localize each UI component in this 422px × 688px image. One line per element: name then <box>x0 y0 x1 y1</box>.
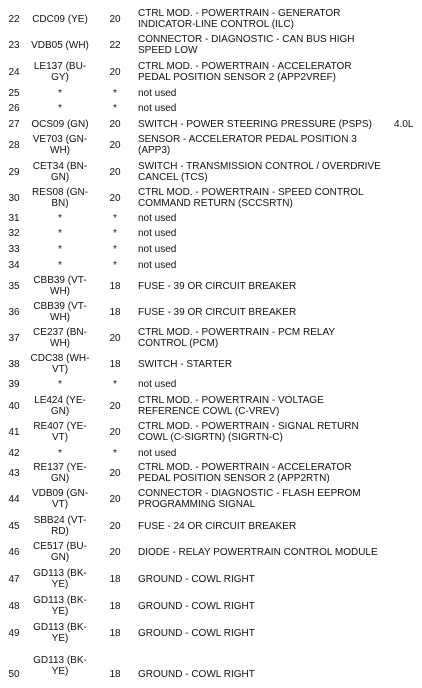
circuit-id: VE703 (GN- WH) <box>32 134 88 156</box>
wire-gauge: 20 <box>109 139 121 151</box>
pin-number: 30 <box>8 192 20 204</box>
pin-number: 27 <box>8 118 20 130</box>
circuit-id: GD113 (BK- YE) <box>33 595 87 617</box>
circuit-function: CTRL MOD. - POWERTRAIN - ACCELERATOR PEDAL POSITION SENSOR 2 (APP2RTN) <box>138 462 352 484</box>
wire-gauge: 18 <box>109 306 121 318</box>
pin-number: 26 <box>8 102 20 114</box>
pin-number: 47 <box>8 573 20 585</box>
circuit-function: not used <box>138 227 177 239</box>
wire-gauge: 20 <box>109 118 121 130</box>
circuit-function: DIODE - RELAY POWERTRAIN CONTROL MODULE <box>138 546 378 558</box>
circuit-id: LE137 (BU- GY) <box>33 61 87 83</box>
pin-number: 38 <box>8 358 20 370</box>
circuit-function: not used <box>138 87 177 99</box>
pin-number: 41 <box>8 426 20 438</box>
circuit-function: CTRL MOD. - POWERTRAIN - PCM RELAY CONTROL (PCM) <box>138 327 336 349</box>
pin-number: 35 <box>8 280 20 292</box>
wire-gauge: 20 <box>109 332 121 344</box>
circuit-function: GROUND - COWL RIGHT <box>138 668 255 680</box>
circuit-function: not used <box>138 447 177 459</box>
circuit-id: OCS09 (GN) <box>31 118 89 130</box>
wire-gauge: 18 <box>109 600 121 612</box>
wire-gauge: * <box>113 243 117 255</box>
application-note: 4.0L <box>394 118 414 130</box>
circuit-id: CBB39 (VT- WH) <box>33 301 87 323</box>
circuit-id: LE424 (YE- GN) <box>34 395 86 417</box>
circuit-function: not used <box>138 102 177 114</box>
wire-gauge: 18 <box>109 627 121 639</box>
circuit-id: * <box>58 378 62 390</box>
pin-number: 34 <box>8 259 20 271</box>
wire-gauge: 20 <box>109 192 121 204</box>
pin-number: 37 <box>8 332 20 344</box>
wire-gauge: 20 <box>109 66 121 78</box>
circuit-function: not used <box>138 259 177 271</box>
wire-gauge: 18 <box>109 358 121 370</box>
pin-number: 31 <box>8 212 20 224</box>
circuit-function: CONNECTOR - DIAGNOSTIC - CAN BUS HIGH SPEED LOW <box>138 34 355 56</box>
circuit-function: GROUND - COWL RIGHT <box>138 600 255 612</box>
circuit-function: CTRL MOD. - POWERTRAIN - GENERATOR INDICATOR-LINE CONTROL (ILC) <box>138 8 341 30</box>
circuit-function: not used <box>138 243 177 255</box>
circuit-function: FUSE - 24 OR CIRCUIT BREAKER <box>138 520 297 532</box>
circuit-function: FUSE - 39 OR CIRCUIT BREAKER <box>138 280 297 292</box>
circuit-id: * <box>58 259 62 271</box>
pin-number: 40 <box>8 400 20 412</box>
wire-gauge: * <box>113 227 117 239</box>
circuit-id: GD113 (BK- YE) <box>33 568 87 590</box>
circuit-function: GROUND - COWL RIGHT <box>138 627 255 639</box>
pin-number: 25 <box>8 87 20 99</box>
circuit-id: GD113 (BK- YE) <box>33 655 87 677</box>
wire-gauge: 20 <box>109 13 121 25</box>
pin-number: 48 <box>8 600 20 612</box>
circuit-id: VDB05 (WH) <box>31 39 89 51</box>
circuit-function: CTRL MOD. - POWERTRAIN - VOLTAGE REFERENCE COWL (C-VREV) <box>138 395 324 417</box>
circuit-id: * <box>58 102 62 114</box>
pin-number: 43 <box>8 467 20 479</box>
pin-number: 39 <box>8 378 20 390</box>
wire-gauge: 20 <box>109 493 121 505</box>
pin-number: 46 <box>8 546 20 558</box>
circuit-id: RES08 (GN- BN) <box>31 187 89 209</box>
wire-gauge: 20 <box>109 546 121 558</box>
pin-number: 33 <box>8 243 20 255</box>
circuit-id: CE517 (BU- GN) <box>33 541 87 563</box>
wire-gauge: 18 <box>109 668 121 680</box>
circuit-function: not used <box>138 378 177 390</box>
wire-gauge: * <box>113 259 117 271</box>
circuit-id: GD113 (BK- YE) <box>33 622 87 644</box>
wire-gauge: 22 <box>109 39 121 51</box>
pin-number: 49 <box>8 627 20 639</box>
circuit-id: VDB09 (GN- VT) <box>31 488 89 510</box>
circuit-id: CET34 (BN- GN) <box>32 161 88 183</box>
pin-number: 50 <box>8 668 20 680</box>
wire-gauge: * <box>113 447 117 459</box>
circuit-function: CTRL MOD. - POWERTRAIN - SPEED CONTROL COMMAND RETURN (SCCSRTN) <box>138 187 364 209</box>
pin-number: 23 <box>8 39 20 51</box>
pin-number: 22 <box>8 13 20 25</box>
circuit-id: SBB24 (VT- RD) <box>33 515 87 537</box>
circuit-id: * <box>58 212 62 224</box>
circuit-id: CE237 (BN- WH) <box>33 327 87 349</box>
circuit-id: RE407 (YE- VT) <box>33 421 87 443</box>
wire-gauge: 20 <box>109 426 121 438</box>
wire-gauge: 18 <box>109 573 121 585</box>
wire-gauge: * <box>113 212 117 224</box>
pin-number: 24 <box>8 66 20 78</box>
wire-gauge: * <box>113 102 117 114</box>
circuit-id: * <box>58 243 62 255</box>
wire-gauge: * <box>113 378 117 390</box>
circuit-id: CDC09 (YE) <box>32 13 88 25</box>
circuit-id: CBB39 (VT- WH) <box>33 275 87 297</box>
pin-number: 32 <box>8 227 20 239</box>
circuit-id: CDC38 (WH- VT) <box>30 353 90 375</box>
pin-number: 28 <box>8 139 20 151</box>
circuit-function: GROUND - COWL RIGHT <box>138 573 255 585</box>
pin-number: 36 <box>8 306 20 318</box>
wire-gauge: 20 <box>109 400 121 412</box>
circuit-function: CTRL MOD. - POWERTRAIN - ACCELERATOR PEDAL POSITION SENSOR 2 (APP2VREF) <box>138 61 352 83</box>
circuit-id: RE137 (YE- GN) <box>33 462 87 484</box>
circuit-function: not used <box>138 212 177 224</box>
wire-gauge: 20 <box>109 520 121 532</box>
wire-gauge: 18 <box>109 280 121 292</box>
pin-number: 42 <box>8 447 20 459</box>
circuit-function: SENSOR - ACCELERATOR PEDAL POSITION 3 (APP3) <box>138 134 357 156</box>
circuit-function: SWITCH - TRANSMISSION CONTROL / OVERDRIVE CANCEL (TCS) <box>138 161 381 183</box>
wire-gauge: 20 <box>109 467 121 479</box>
circuit-function: SWITCH - STARTER <box>138 358 233 370</box>
circuit-id: * <box>58 87 62 99</box>
pin-number: 29 <box>8 166 20 178</box>
circuit-function: FUSE - 39 OR CIRCUIT BREAKER <box>138 306 297 318</box>
circuit-function: CTRL MOD. - POWERTRAIN - SIGNAL RETURN COWL (C-SIGRTN) (SIGRTN-C) <box>138 421 359 443</box>
circuit-id: * <box>58 227 62 239</box>
wire-gauge: * <box>113 87 117 99</box>
circuit-function: CONNECTOR - DIAGNOSTIC - FLASH EEPROM PROGRAMMING SIGNAL <box>138 488 361 510</box>
pin-number: 44 <box>8 493 20 505</box>
circuit-function: SWITCH - POWER STEERING PRESSURE (PSPS) <box>138 118 372 130</box>
pin-number: 45 <box>8 520 20 532</box>
circuit-id: * <box>58 447 62 459</box>
wire-gauge: 20 <box>109 166 121 178</box>
